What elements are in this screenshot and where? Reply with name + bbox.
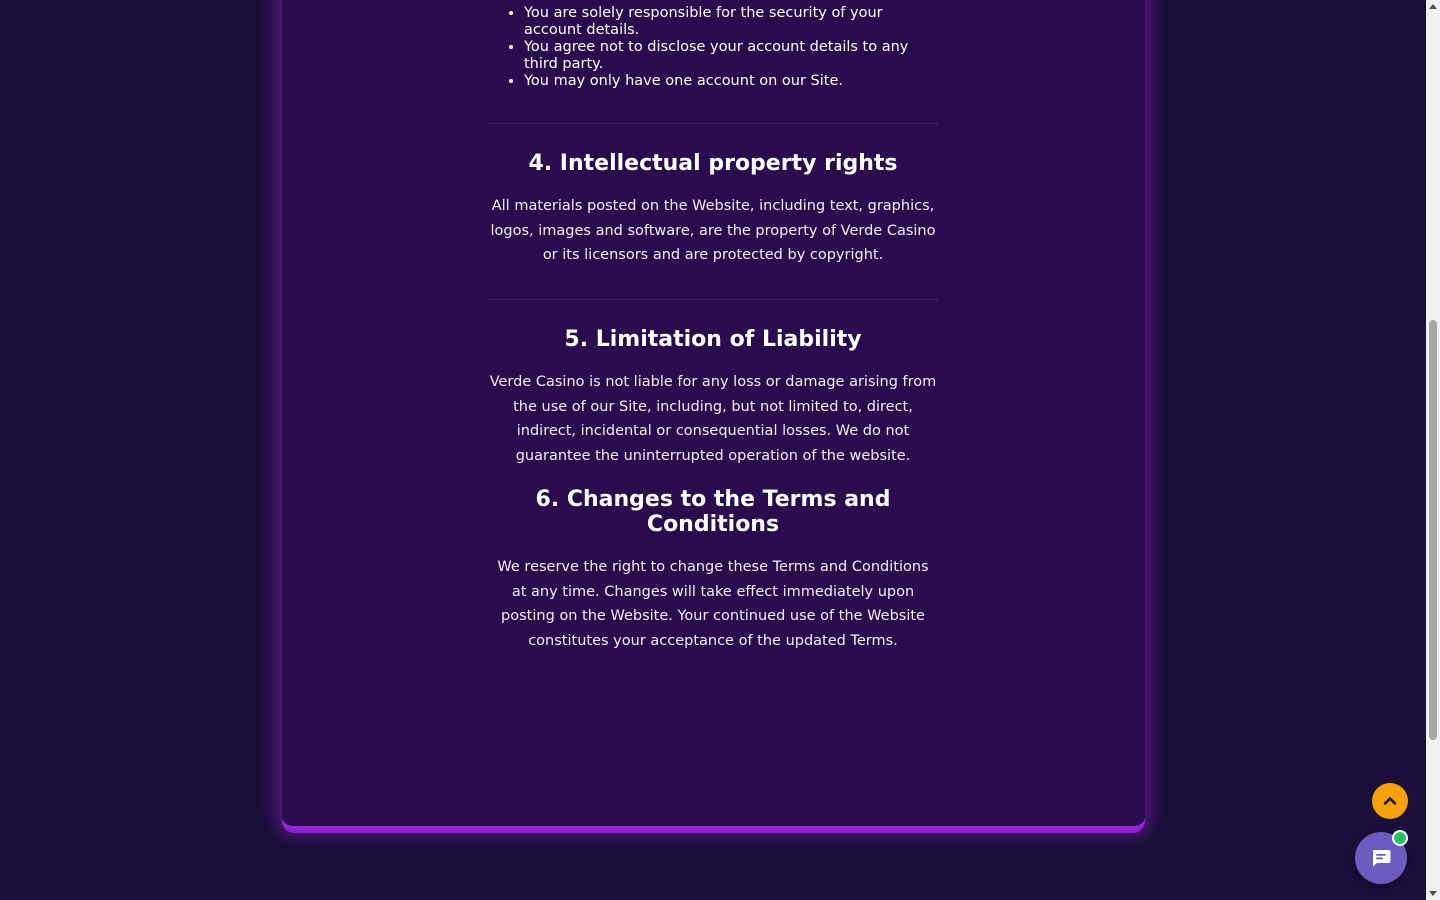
section-divider [488,123,938,124]
scroll-to-top-button[interactable] [1372,783,1408,819]
page-scrollbar[interactable] [1426,0,1440,900]
section-body-ip: All materials posted on the Website, including text, graphics, logos, images and software, are the property of Verde Casino or its licensors and are protected by copyright. [490,198,936,263]
list-item: • You are solely responsible for the security of your account details. [524,5,938,39]
chevron-up-icon [1382,793,1398,809]
list-item: • You agree not to disclose your account details to any third party. [524,39,938,73]
section-divider [488,299,938,300]
scroll-up-arrow-icon[interactable] [1429,4,1437,9]
section-body-liability: Verde Casino is not liable for any loss or damage arising from the use of our Site, including, but not limited to, direct, indirect, incidental or consequential losses. We do not guarantee the uninterrupted operation of the website. [489,374,937,464]
scroll-down-arrow-icon[interactable] [1429,891,1437,896]
section-title-changes: 6. Changes to the Terms and Conditions [535,487,891,537]
list-item: • You may only have one account on our Site. [524,73,938,90]
section-title-ip: 4. Intellectual property rights [528,151,898,176]
account-rules [488,5,938,90]
account-rules-list [488,5,938,90]
section-title-liability: 5. Limitation of Liability [564,327,862,352]
online-status-indicator [1392,830,1408,846]
chat-bubble-icon [1369,846,1393,870]
scrollbar-thumb[interactable] [1429,320,1437,740]
section-body-changes: We reserve the right to change these Terms and Conditions at any time. Changes will take effect immediately upon posting on the Website. Your continued use of the Website constitutes your acceptance of the updated Terms. [497,559,929,649]
